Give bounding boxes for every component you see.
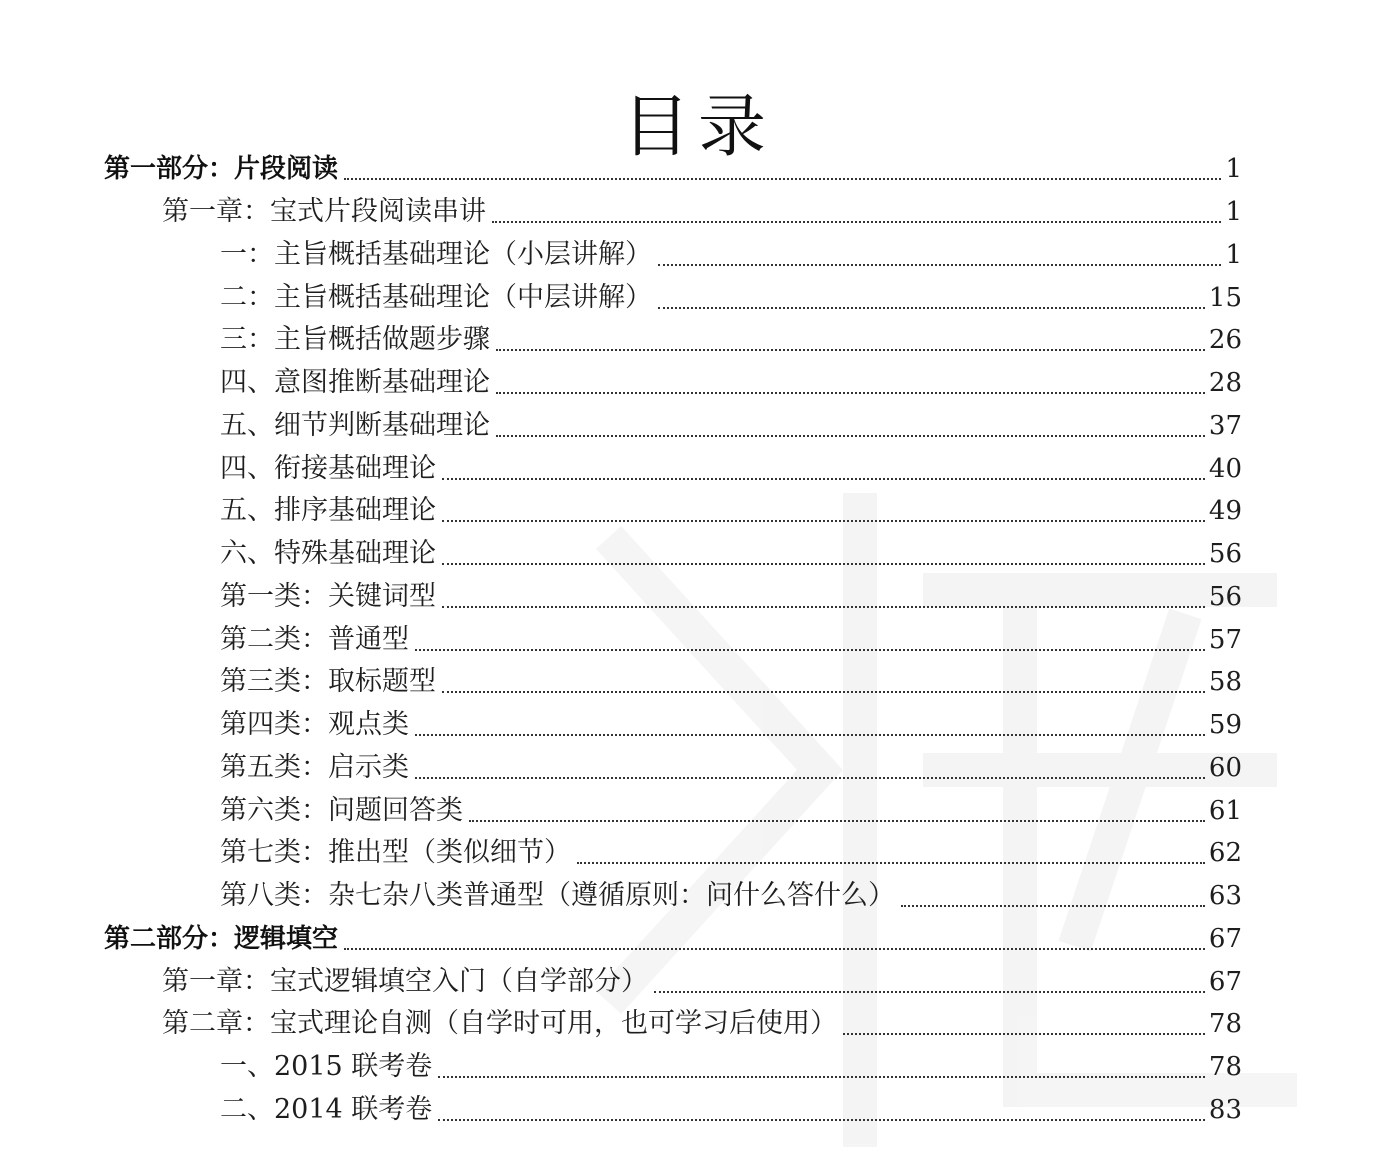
toc-entry-title: 第二类：普通型 — [220, 623, 409, 655]
toc-entry[interactable] — [0, 1131, 1396, 1174]
toc-entry-title: 第一类：关键词型 — [220, 580, 436, 612]
toc-entry-title: 第二章：宝式理论自测（自学时可用，也可学习后使用） — [162, 1008, 837, 1040]
toc-dot-leader — [442, 606, 1205, 608]
toc-dot-leader — [843, 1033, 1205, 1035]
toc-dot-leader — [901, 905, 1205, 907]
toc-dot-leader — [415, 649, 1205, 651]
toc-entry-title: 第三类：取标题型 — [220, 666, 436, 698]
toc-entry[interactable] — [0, 918, 1396, 961]
table-of-contents — [0, 148, 1396, 1174]
toc-entry[interactable] — [0, 447, 1396, 490]
toc-entry-page-number: 67 — [1208, 966, 1242, 997]
toc-entry-title: 第五类：启示类 — [220, 751, 409, 783]
toc-dot-leader — [492, 221, 1221, 223]
toc-entry-title: 一、2015 联考卷 — [220, 1051, 433, 1083]
toc-entry-page-number: 40 — [1208, 453, 1242, 484]
toc-dot-leader — [658, 307, 1205, 309]
toc-dot-leader — [496, 349, 1205, 351]
toc-dot-leader — [577, 862, 1205, 864]
toc-entry-title: 二、2014 联考卷 — [220, 1093, 433, 1125]
toc-entry-title: 第二部分：逻辑填空 — [104, 923, 339, 954]
toc-entry[interactable] — [0, 661, 1396, 704]
toc-entry-page-number: 37 — [1208, 410, 1242, 441]
toc-entry[interactable] — [0, 490, 1396, 533]
toc-entry[interactable] — [0, 533, 1396, 576]
toc-entry[interactable] — [0, 148, 1396, 191]
toc-entry-title: 第八类：杂七杂八类普通型（遵循原则：问什么答什么） — [220, 880, 895, 912]
toc-entry-page-number: 60 — [1208, 752, 1242, 783]
toc-entry[interactable] — [0, 191, 1396, 234]
toc-entry-title: 四、衔接基础理论 — [220, 452, 436, 484]
toc-entry-title: 第一部分：片段阅读 — [104, 154, 339, 185]
toc-entry-page-number: 1 — [1225, 239, 1242, 270]
toc-entry[interactable] — [0, 576, 1396, 619]
toc-entry[interactable] — [0, 618, 1396, 661]
toc-entry-page-number: 78 — [1208, 1052, 1242, 1083]
toc-dot-leader — [438, 1076, 1205, 1078]
toc-dot-leader — [658, 264, 1221, 266]
toc-dot-leader — [438, 1119, 1205, 1121]
toc-entry-page-number: 57 — [1208, 624, 1242, 655]
toc-entry-title: 二：主旨概括基础理论（中层讲解） — [220, 281, 652, 313]
toc-entry-page-number: 56 — [1208, 539, 1242, 570]
toc-entry[interactable] — [0, 276, 1396, 319]
toc-entry[interactable] — [0, 405, 1396, 448]
toc-entry-title: 第六类：问题回答类 — [220, 794, 463, 826]
toc-entry-title: 第一章：宝式逻辑填空入门（自学部分） — [162, 965, 648, 997]
toc-entry-page-number: 28 — [1208, 368, 1242, 399]
toc-entry[interactable] — [0, 1089, 1396, 1132]
toc-dot-leader — [442, 520, 1205, 522]
toc-entry-page-number: 62 — [1208, 838, 1242, 869]
toc-dot-leader — [496, 435, 1205, 437]
toc-entry-page-number: 26 — [1208, 325, 1242, 356]
toc-entry[interactable] — [0, 319, 1396, 362]
toc-entry-page-number: 67 — [1208, 923, 1242, 954]
toc-dot-leader — [469, 820, 1205, 822]
toc-entry-title: 第七类：推出型（类似细节） — [220, 837, 571, 869]
toc-entry[interactable] — [0, 1003, 1396, 1046]
toc-dot-leader — [344, 948, 1205, 950]
toc-entry-page-number: 83 — [1208, 1094, 1242, 1125]
toc-entry-page-number: 1 — [1225, 154, 1242, 185]
toc-entry-page-number: 58 — [1208, 667, 1242, 698]
toc-dot-leader — [442, 691, 1205, 693]
page-title: 目录 — [621, 87, 774, 167]
toc-entry[interactable] — [0, 1046, 1396, 1089]
toc-entry-title: 五、排序基础理论 — [220, 495, 436, 527]
toc-dot-leader — [415, 777, 1205, 779]
toc-entry-page-number: 1 — [1225, 197, 1242, 228]
toc-entry[interactable] — [0, 832, 1396, 875]
toc-entry[interactable] — [0, 704, 1396, 747]
toc-entry[interactable] — [0, 960, 1396, 1003]
toc-entry-page-number: 15 — [1208, 282, 1242, 313]
toc-entry-title: 第一章：宝式片段阅读串讲 — [162, 196, 486, 228]
toc-dot-leader — [344, 178, 1221, 180]
toc-entry-title: 三：主旨概括做题步骤 — [220, 324, 490, 356]
toc-entry[interactable] — [0, 362, 1396, 405]
toc-entry-page-number: 78 — [1208, 1009, 1242, 1040]
toc-entry-title: 六、特殊基础理论 — [220, 538, 436, 570]
toc-entry[interactable] — [0, 234, 1396, 277]
toc-entry-title: 第四类：观点类 — [220, 709, 409, 741]
toc-entry-page-number: 61 — [1208, 795, 1242, 826]
toc-entry-page-number: 49 — [1208, 496, 1242, 527]
toc-entry-page-number: 56 — [1208, 581, 1242, 612]
toc-dot-leader — [496, 392, 1205, 394]
toc-entry-title: 一：主旨概括基础理论（小层讲解） — [220, 238, 652, 270]
toc-entry[interactable] — [0, 789, 1396, 832]
toc-dot-leader — [654, 991, 1205, 993]
toc-entry[interactable] — [0, 875, 1396, 918]
toc-dot-leader — [442, 563, 1205, 565]
toc-dot-leader — [442, 478, 1205, 480]
toc-entry-page-number: 63 — [1208, 881, 1242, 912]
toc-entry-title: 五、细节判断基础理论 — [220, 409, 490, 441]
toc-entry-page-number: 59 — [1208, 710, 1242, 741]
toc-entry[interactable] — [0, 747, 1396, 790]
toc-dot-leader — [415, 734, 1205, 736]
toc-entry-title: 四、意图推断基础理论 — [220, 367, 490, 399]
